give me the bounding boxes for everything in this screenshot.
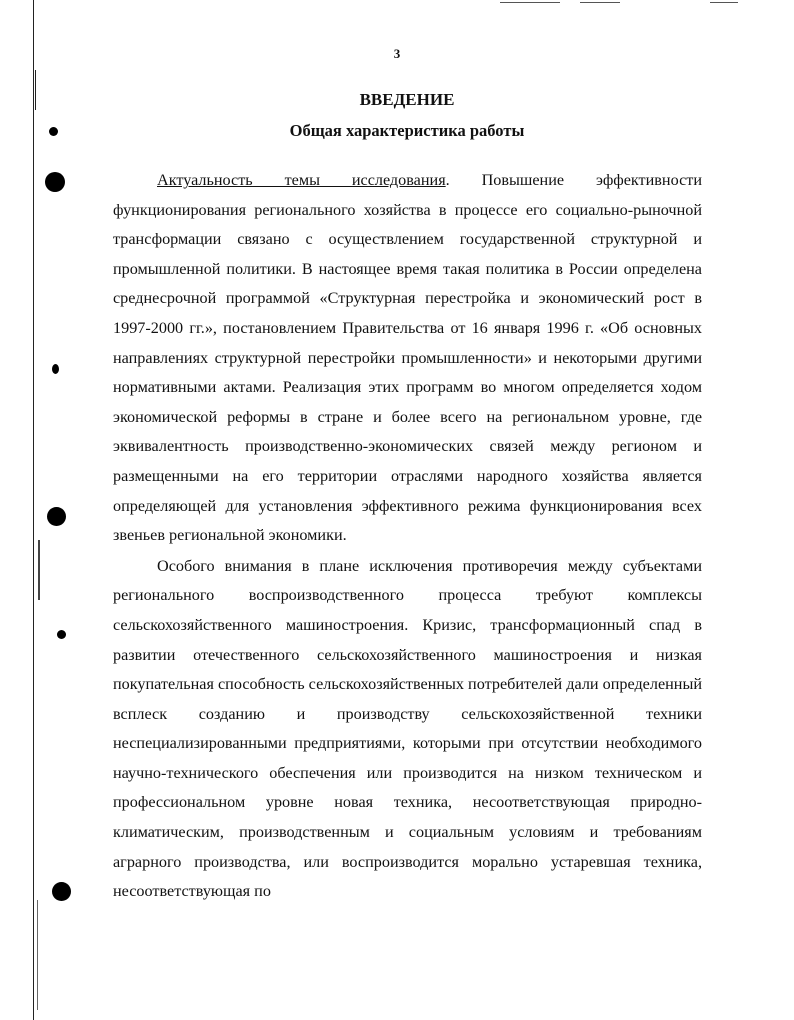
paragraph-machinery: Особого внимания в плане исключения противоречия между субъектами регионального воспроизводственного процесса требуют комплексы сельскохозяйственного машиностроения. Кризис, трансформационный спад в развитии отечественного сельскохозяйственного машиностроения и низкая покупательная способность сельскохозяйственных потребителей дали определенный всплеск созданию и производству сельскохозяйственной техники неспециализированными предприятиями, которыми при отсутствии необходимого научно-технического обеспечения или производится на низком техническом и профессиональном уровне новая техника, несоответствующая природно-климатическим, производственным и социальным условиям и требованиям аграрного производства, или воспроизводится морально устаревшая техника, несоответствующая по [113, 556, 702, 901]
scan-margin-line-mark [38, 540, 40, 600]
paragraph-text: . Повышение эффективности функционирования регионального хозяйства в процессе его социально-рыночной трансформации связано с осуществлением государственной структурной и промышленной политики. В настоящее время такая политика в России определена среднесрочной программой «Структурная перестройка и экономический рост в 1997-2000 гг.», постановлением Правительства от 16 января 1996 г. «Об основных направлениях структурной перестройки промышленности» и некоторыми другими нормативными актами. Реализация этих программ во многом определяется ходом экономической реформы в стране и более всего на региональном уровне, где эквивалентность производственно-экономических связей между регионом и размещенными на его территории отраслями народного хозяйства является определяющей для установления эффективного режима функционирования всех звеньев региональной экономики. [113, 171, 702, 545]
paragraph-lead: Актуальность темы исследования [157, 171, 446, 189]
scan-margin-line [33, 0, 34, 1020]
page-title: ВВЕДЕНИЕ [359, 90, 455, 109]
binding-hole [47, 507, 66, 526]
document-body [113, 166, 702, 907]
scan-top-mark [500, 2, 560, 3]
binding-hole [57, 630, 66, 639]
scan-top-mark [580, 2, 620, 3]
page-number: 3 [393, 46, 401, 61]
binding-hole [52, 882, 71, 901]
binding-hole [52, 364, 59, 374]
page-subtitle: Общая характеристика работы [289, 121, 525, 140]
scan-top-mark [710, 2, 738, 3]
paragraph-relevance [113, 166, 702, 551]
scan-margin-line-mark [37, 900, 38, 1010]
binding-hole [45, 172, 65, 192]
